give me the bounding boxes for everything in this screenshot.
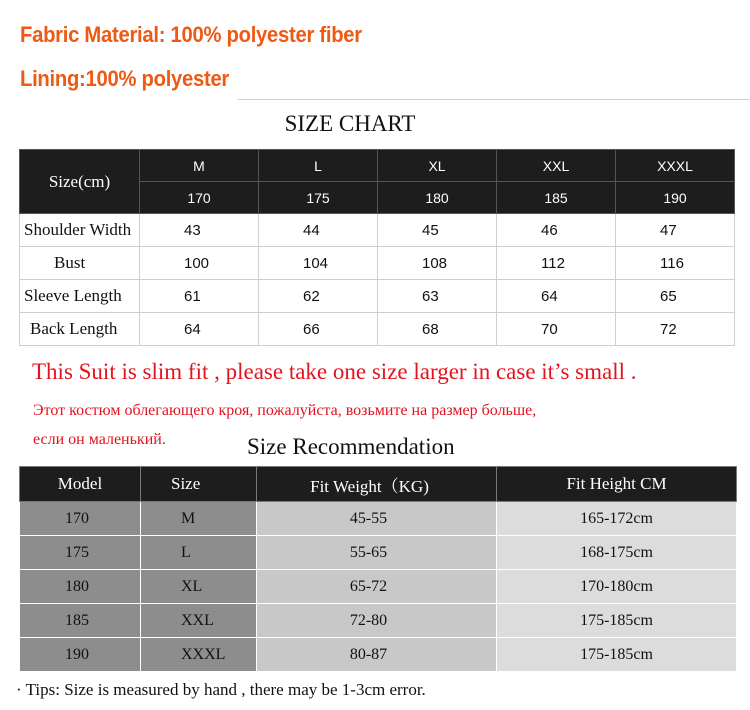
table-row bbox=[20, 570, 737, 604]
table-cell: 65 bbox=[616, 280, 735, 313]
table-cell: 104 bbox=[259, 247, 378, 280]
lining-text: Lining:100% polyester bbox=[20, 66, 230, 91]
height-label: 190 bbox=[616, 182, 735, 214]
size-label: XXL bbox=[497, 150, 616, 182]
table-cell: 168-175cm bbox=[497, 536, 737, 570]
table-cell: 112 bbox=[497, 247, 616, 280]
table-header-row bbox=[20, 467, 737, 502]
table-cell: 45-55 bbox=[257, 502, 497, 536]
table-cell: 185 bbox=[20, 604, 141, 638]
table-cell: 175 bbox=[20, 536, 141, 570]
table-cell: XXXL bbox=[141, 638, 257, 672]
table-cell: 62 bbox=[259, 280, 378, 313]
row-label: Back Length bbox=[20, 313, 140, 346]
slim-fit-notice-ru: Этот костюм облегающего кроя, пожалуйста, возьмите на размер больше, bbox=[33, 402, 537, 419]
table-row bbox=[20, 313, 735, 346]
table-cell: 72 bbox=[616, 313, 735, 346]
table-cell: M bbox=[141, 502, 257, 536]
size-label: M bbox=[140, 150, 259, 182]
height-label: 185 bbox=[497, 182, 616, 214]
table-cell: 64 bbox=[497, 280, 616, 313]
size-label: XL bbox=[378, 150, 497, 182]
table-cell: 61 bbox=[140, 280, 259, 313]
table-row bbox=[20, 247, 735, 280]
size-label: L bbox=[259, 150, 378, 182]
table-cell: 43 bbox=[140, 214, 259, 247]
table-cell: 170 bbox=[20, 502, 141, 536]
table-cell: 68 bbox=[378, 313, 497, 346]
table-cell: 46 bbox=[497, 214, 616, 247]
table-cell: 116 bbox=[616, 247, 735, 280]
divider bbox=[238, 99, 750, 100]
table-cell: 70 bbox=[497, 313, 616, 346]
table-cell: 44 bbox=[259, 214, 378, 247]
table-cell: 100 bbox=[140, 247, 259, 280]
fabric-material-text: Fabric Material: 100% polyester fiber bbox=[20, 22, 362, 47]
height-label: 170 bbox=[140, 182, 259, 214]
table-cell: 80-87 bbox=[257, 638, 497, 672]
column-header: Size bbox=[141, 467, 257, 502]
slim-fit-notice: This Suit is slim fit , please take one size larger in case it’s small . bbox=[32, 359, 637, 384]
table-cell: 47 bbox=[616, 214, 735, 247]
row-label: Bust bbox=[20, 247, 140, 280]
column-header: Model bbox=[20, 467, 141, 502]
table-cell: 170-180cm bbox=[497, 570, 737, 604]
height-label: 175 bbox=[259, 182, 378, 214]
row-label: Shoulder Width bbox=[20, 214, 140, 247]
slim-fit-notice-ru: если он маленький. bbox=[33, 431, 166, 448]
table-row bbox=[20, 214, 735, 247]
table-row bbox=[20, 638, 737, 672]
table-cell: 180 bbox=[20, 570, 141, 604]
table-cell: L bbox=[141, 536, 257, 570]
table-cell: XXL bbox=[141, 604, 257, 638]
table-cell: 64 bbox=[140, 313, 259, 346]
table-row bbox=[20, 280, 735, 313]
size-corner-label: Size(cm) bbox=[20, 150, 140, 214]
table-row bbox=[20, 502, 737, 536]
size-chart-table bbox=[19, 149, 735, 346]
size-recommendation-table bbox=[19, 466, 737, 672]
column-header: Fit Height CM bbox=[497, 467, 737, 502]
table-cell: 72-80 bbox=[257, 604, 497, 638]
size-recommendation-title: Size Recommendation bbox=[247, 434, 455, 459]
table-cell: 190 bbox=[20, 638, 141, 672]
tips-text: · Tips: Size is measured by hand , there may be 1-3cm error. bbox=[16, 680, 426, 699]
table-row bbox=[20, 604, 737, 638]
column-header: Fit Weight（KG) bbox=[257, 467, 497, 502]
height-label: 180 bbox=[378, 182, 497, 214]
table-cell: 165-172cm bbox=[497, 502, 737, 536]
table-cell: 63 bbox=[378, 280, 497, 313]
size-chart-title: SIZE CHART bbox=[284, 111, 416, 136]
table-row bbox=[20, 536, 737, 570]
table-cell: XL bbox=[141, 570, 257, 604]
table-cell: 66 bbox=[259, 313, 378, 346]
table-cell: 45 bbox=[378, 214, 497, 247]
table-cell: 175-185cm bbox=[497, 604, 737, 638]
table-cell: 55-65 bbox=[257, 536, 497, 570]
table-cell: 108 bbox=[378, 247, 497, 280]
row-label: Sleeve Length bbox=[20, 280, 140, 313]
size-header-row bbox=[20, 150, 735, 182]
size-label: XXXL bbox=[616, 150, 735, 182]
table-cell: 65-72 bbox=[257, 570, 497, 604]
table-cell: 175-185cm bbox=[497, 638, 737, 672]
